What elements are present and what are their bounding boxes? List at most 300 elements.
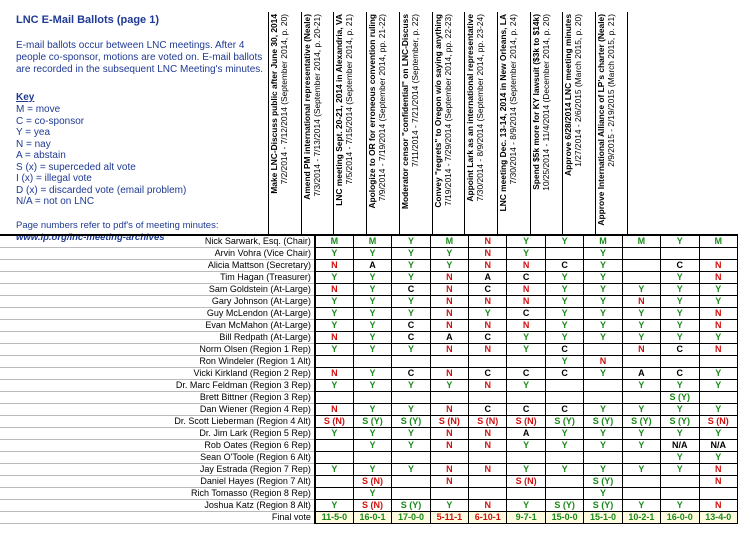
vote-cell: Y — [699, 404, 738, 416]
vote-cell: Y — [545, 320, 583, 332]
vote-cell: N — [469, 428, 507, 440]
vote-cell — [661, 356, 699, 368]
key-item: S (x) = superceded alt vote — [16, 161, 136, 173]
vote-cell: C — [507, 404, 545, 416]
vote-cell: C — [507, 272, 545, 284]
motion-header — [399, 12, 432, 234]
vote-cell: N — [469, 380, 507, 392]
key-item: D (x) = discarded vote (email problem) — [16, 184, 187, 196]
vote-cell: Y — [507, 248, 545, 260]
vote-cell: N — [469, 248, 507, 260]
vote-cell — [507, 392, 545, 404]
vote-cell: N — [315, 368, 353, 380]
vote-cell: Y — [661, 235, 699, 248]
vote-cell: Y — [661, 428, 699, 440]
final-vote-tally: 13-4-0 — [699, 512, 738, 524]
vote-cell: C — [469, 332, 507, 344]
vote-cell: S (N) — [430, 416, 468, 428]
vote-cell — [392, 356, 430, 368]
final-vote-tally: 15-0-0 — [545, 512, 583, 524]
vote-cell: Y — [661, 272, 699, 284]
final-vote-row — [0, 512, 738, 524]
motion-dates: 10/25/2014 - 11/4/2014 (December 2014, p. 20) — [540, 14, 551, 191]
vote-cell: Y — [353, 332, 391, 344]
vote-cell — [622, 392, 660, 404]
vote-cell: N — [469, 320, 507, 332]
vote-cell: Y — [545, 440, 583, 452]
vote-cell — [545, 392, 583, 404]
final-vote-tally: 16-0-1 — [353, 512, 391, 524]
vote-cell: S (N) — [353, 500, 391, 512]
vote-cell — [469, 488, 507, 500]
member-name: Sean O'Toole (Region 6 Alt) — [0, 452, 315, 464]
vote-cell — [661, 476, 699, 488]
key-item: C = co-sponsor — [16, 115, 85, 127]
motion-header — [301, 12, 334, 234]
vote-cell: C — [507, 308, 545, 320]
vote-cell: N — [430, 284, 468, 296]
vote-cell: Y — [353, 344, 391, 356]
vote-cell: Y — [545, 308, 583, 320]
vote-cell: N — [699, 308, 738, 320]
vote-cell — [622, 260, 660, 272]
vote-cell — [661, 488, 699, 500]
table-row — [0, 380, 738, 392]
vote-cell: S (Y) — [545, 500, 583, 512]
vote-cell — [507, 488, 545, 500]
motion-dates: 7/30/2014 - 8/9/2014 (September 2014, p. 24) — [507, 14, 518, 185]
vote-cell: Y — [622, 284, 660, 296]
vote-cell: N — [430, 428, 468, 440]
vote-cell: Y — [584, 308, 622, 320]
vote-cell: Y — [545, 356, 583, 368]
vote-cell: N — [315, 332, 353, 344]
motion-header — [366, 12, 399, 234]
vote-cell: Y — [584, 488, 622, 500]
vote-cell — [315, 392, 353, 404]
vote-cell: S (Y) — [584, 500, 622, 512]
vote-cell: Y — [315, 464, 353, 476]
vote-cell — [507, 452, 545, 464]
vote-cell: N — [699, 260, 738, 272]
vote-cell: S (N) — [507, 416, 545, 428]
vote-cell — [584, 452, 622, 464]
final-vote-tally: 9-7-1 — [507, 512, 545, 524]
vote-cell: Y — [392, 248, 430, 260]
vote-cell: Y — [392, 464, 430, 476]
member-name: Alicia Mattson (Secretary) — [0, 260, 315, 272]
vote-cell: C — [392, 284, 430, 296]
vote-cell: S (Y) — [661, 416, 699, 428]
vote-cell: Y — [392, 440, 430, 452]
final-vote-tally: 16-0-0 — [661, 512, 699, 524]
vote-cell — [622, 476, 660, 488]
vote-cell: Y — [584, 368, 622, 380]
vote-cell: Y — [545, 235, 583, 248]
member-name: Guy McLendon (At-Large) — [0, 308, 315, 320]
vote-cell — [353, 452, 391, 464]
vote-cell: Y — [315, 272, 353, 284]
member-name: Nick Sarwark, Esq. (Chair) — [0, 235, 315, 248]
table-row — [0, 284, 738, 296]
vote-cell: Y — [392, 428, 430, 440]
final-vote-tally: 11-5-0 — [315, 512, 353, 524]
member-name: Rob Oates (Region 6 Rep) — [0, 440, 315, 452]
vote-cell: N — [469, 500, 507, 512]
table-row — [0, 296, 738, 308]
vote-cell: Y — [353, 320, 391, 332]
motion-header — [595, 12, 628, 234]
vote-cell: Y — [622, 440, 660, 452]
vote-cell: N — [507, 284, 545, 296]
vote-cell: Y — [469, 308, 507, 320]
vote-cell — [584, 392, 622, 404]
vote-cell: Y — [622, 500, 660, 512]
vote-cell — [699, 392, 738, 404]
member-name: Tim Hagan (Treasurer) — [0, 272, 315, 284]
member-name: Rich Tomasso (Region 8 Rep) — [0, 488, 315, 500]
vote-cell: Y — [353, 296, 391, 308]
vote-cell: A — [507, 428, 545, 440]
vote-cell: N/A — [661, 440, 699, 452]
vote-cell: C — [545, 344, 583, 356]
vote-cell: A — [353, 260, 391, 272]
vote-cell — [622, 356, 660, 368]
vote-cell: N — [469, 344, 507, 356]
vote-cell: Y — [545, 284, 583, 296]
vote-cell: Y — [315, 248, 353, 260]
vote-cell: C — [661, 344, 699, 356]
vote-cell: Y — [661, 380, 699, 392]
vote-cell — [315, 476, 353, 488]
vote-cell: N — [507, 296, 545, 308]
member-name: Joshua Katz (Region 8 Alt) — [0, 500, 315, 512]
vote-cell: N — [699, 464, 738, 476]
vote-cell — [392, 488, 430, 500]
motion-header — [562, 12, 595, 234]
vote-cell: N — [315, 404, 353, 416]
table-row — [0, 476, 738, 488]
table-row — [0, 235, 738, 248]
vote-cell — [315, 452, 353, 464]
motion-header — [464, 12, 497, 234]
vote-cell: S (Y) — [661, 392, 699, 404]
vote-cell: C — [661, 368, 699, 380]
vote-cell: Y — [353, 428, 391, 440]
vote-cell: S (N) — [469, 416, 507, 428]
vote-cell: Y — [545, 428, 583, 440]
vote-cell: M — [622, 235, 660, 248]
vote-cell: N — [430, 440, 468, 452]
archive-link[interactable]: www.lp.org/lnc-meeting-archives — [16, 232, 165, 243]
vote-cell: Y — [353, 404, 391, 416]
vote-cell: Y — [430, 380, 468, 392]
vote-cell — [699, 356, 738, 368]
vote-cell: N — [584, 356, 622, 368]
member-name: Bill Redpath (At-Large) — [0, 332, 315, 344]
vote-cell: Y — [584, 272, 622, 284]
key-item: N/A = not on LNC — [16, 196, 95, 207]
motion-title: Approve International Alliance of LP's charter (Neale) — [596, 14, 606, 226]
vote-cell: S (Y) — [392, 416, 430, 428]
motion-title: Appoint Lark as an international representative — [465, 14, 476, 202]
table-row — [0, 500, 738, 512]
vote-cell: Y — [622, 380, 660, 392]
vote-cell: C — [469, 404, 507, 416]
vote-cell — [622, 272, 660, 284]
vote-cell — [469, 392, 507, 404]
vote-cell: N/A — [699, 440, 738, 452]
motion-header — [530, 12, 563, 234]
vote-cell: S (N) — [507, 476, 545, 488]
vote-cell: Y — [507, 464, 545, 476]
table-row — [0, 260, 738, 272]
vote-cell: Y — [584, 332, 622, 344]
vote-cell — [392, 392, 430, 404]
vote-cell: Y — [353, 248, 391, 260]
vote-cell: Y — [353, 464, 391, 476]
vote-cell: Y — [392, 272, 430, 284]
page-title: LNC E-Mail Ballots (page 1) — [16, 14, 160, 26]
vote-cell: C — [392, 320, 430, 332]
vote-cell: N — [469, 235, 507, 248]
vote-cell: Y — [392, 404, 430, 416]
vote-cell: N — [507, 260, 545, 272]
vote-cell: Y — [584, 248, 622, 260]
vote-cell: Y — [353, 488, 391, 500]
vote-cell: Y — [507, 380, 545, 392]
vote-cell: Y — [392, 380, 430, 392]
motion-title: Apologize to OR for erroneous convention ruling — [367, 14, 378, 209]
vote-cell — [622, 452, 660, 464]
motion-dates: 7/2/2014 - 7/12/2014 (September 2014, p. 20) — [279, 14, 289, 185]
vote-cell: N — [469, 440, 507, 452]
member-name: Daniel Hayes (Region 7 Alt) — [0, 476, 315, 488]
vote-cell: Y — [353, 368, 391, 380]
motion-dates: 7/9/2014 - 7/19/2014 (September 2014, pp. 21-22) — [377, 14, 388, 202]
vote-cell: Y — [584, 320, 622, 332]
table-row — [0, 248, 738, 260]
vote-cell — [315, 488, 353, 500]
vote-cell: M — [353, 235, 391, 248]
vote-cell: Y — [507, 235, 545, 248]
vote-cell: Y — [661, 308, 699, 320]
vote-cell: Y — [507, 344, 545, 356]
note-text: Page numbers refer to pdf's of meeting minutes: — [16, 220, 219, 231]
vote-cell: M — [430, 235, 468, 248]
vote-cell: M — [584, 235, 622, 248]
vote-cell: Y — [584, 440, 622, 452]
vote-cell — [622, 488, 660, 500]
vote-cell: S (Y) — [392, 500, 430, 512]
final-vote-tally: 6-10-1 — [469, 512, 507, 524]
vote-cell: Y — [392, 260, 430, 272]
table-row — [0, 488, 738, 500]
vote-cell: N — [430, 368, 468, 380]
vote-cell — [430, 488, 468, 500]
final-vote-tally: 5-11-1 — [430, 512, 468, 524]
table-row — [0, 272, 738, 284]
vote-cell: N — [699, 500, 738, 512]
vote-cell: Y — [584, 296, 622, 308]
final-vote-tally: 15-1-0 — [584, 512, 622, 524]
vote-cell: N — [430, 464, 468, 476]
vote-cell — [392, 452, 430, 464]
vote-cell: C — [469, 368, 507, 380]
member-name: Jay Estrada (Region 7 Rep) — [0, 464, 315, 476]
vote-cell: Y — [315, 500, 353, 512]
vote-cell — [353, 356, 391, 368]
member-name: Dan Wiener (Region 4 Rep) — [0, 404, 315, 416]
vote-cell: N — [699, 476, 738, 488]
vote-cell: Y — [507, 440, 545, 452]
vote-cell: S (N) — [699, 416, 738, 428]
vote-cell — [699, 488, 738, 500]
vote-cell: Y — [392, 308, 430, 320]
vote-cell — [545, 248, 583, 260]
vote-cell: N — [430, 404, 468, 416]
motion-dates: 2/9/2015 - 2/19/2015 (March 2015, p. 21) — [606, 14, 616, 167]
vote-cell — [699, 248, 738, 260]
vote-cell: Y — [699, 284, 738, 296]
vote-cell: C — [545, 404, 583, 416]
vote-cell — [469, 476, 507, 488]
vote-cell: Y — [661, 404, 699, 416]
vote-cell: Y — [392, 235, 430, 248]
vote-cell: Y — [315, 296, 353, 308]
motion-title: LNC meeting Dec. 13-14, 2014 in New Orleans, LA — [497, 14, 508, 212]
final-vote-tally: 10-2-1 — [622, 512, 660, 524]
motion-title: Convey "regrets" to Oregon w/o saying anything — [432, 14, 443, 208]
vote-cell: Y — [545, 296, 583, 308]
motion-title: Moderator censor "confidential" on LNC-Discuss — [399, 14, 410, 210]
member-name: Vicki Kirkland (Region 2 Rep) — [0, 368, 315, 380]
vote-cell: Y — [545, 332, 583, 344]
member-name: Sam Goldstein (At-Large) — [0, 284, 315, 296]
vote-cell: N — [430, 272, 468, 284]
vote-cell: Y — [584, 464, 622, 476]
member-name: Gary Johnson (At-Large) — [0, 296, 315, 308]
vote-cell: N — [315, 260, 353, 272]
motion-header — [268, 12, 301, 234]
motion-dates: 7/5/2014 - 7/15/2014 (September 2014, p. 21) — [344, 14, 355, 185]
vote-cell: Y — [430, 500, 468, 512]
vote-cell — [545, 452, 583, 464]
vote-cell: N — [507, 320, 545, 332]
vote-cell: S (Y) — [584, 476, 622, 488]
vote-cell: Y — [315, 308, 353, 320]
table-row — [0, 428, 738, 440]
table-row — [0, 464, 738, 476]
vote-cell: S (Y) — [545, 416, 583, 428]
vote-cell: C — [392, 332, 430, 344]
vote-cell: Y — [661, 500, 699, 512]
vote-cell: Y — [699, 332, 738, 344]
vote-cell: Y — [315, 344, 353, 356]
table-row — [0, 452, 738, 464]
vote-cell: S (Y) — [353, 416, 391, 428]
vote-cell: Y — [584, 428, 622, 440]
vote-cell: A — [430, 332, 468, 344]
vote-cell: C — [507, 368, 545, 380]
vote-cell: N — [699, 320, 738, 332]
vote-cell: N — [430, 296, 468, 308]
vote-cell: S (Y) — [584, 416, 622, 428]
vote-cell — [469, 452, 507, 464]
vote-cell: Y — [315, 380, 353, 392]
vote-cell: M — [315, 235, 353, 248]
vote-cell: Y — [699, 380, 738, 392]
key-item: I (x) = illegal vote — [16, 173, 92, 184]
table-row — [0, 416, 738, 428]
vote-cell — [661, 248, 699, 260]
vote-cell: C — [469, 284, 507, 296]
member-name: Norm Olsen (Region 1 Rep) — [0, 344, 315, 356]
vote-cell: Y — [545, 272, 583, 284]
motion-header — [432, 12, 465, 234]
vote-cell — [315, 440, 353, 452]
vote-cell — [430, 452, 468, 464]
key-item: Y = yea — [16, 127, 51, 138]
vote-cell: Y — [353, 284, 391, 296]
vote-cell: N — [469, 296, 507, 308]
vote-cell: Y — [315, 428, 353, 440]
vote-cell: Y — [622, 464, 660, 476]
vote-cell — [353, 392, 391, 404]
table-row — [0, 356, 738, 368]
vote-cell: Y — [622, 308, 660, 320]
vote-cell: Y — [353, 380, 391, 392]
vote-cell: Y — [661, 452, 699, 464]
vote-cell: Y — [584, 260, 622, 272]
vote-cell: Y — [622, 404, 660, 416]
vote-cell: Y — [353, 440, 391, 452]
vote-cell: Y — [353, 308, 391, 320]
key-item: N = nay — [16, 138, 51, 150]
key-list — [16, 104, 266, 208]
intro-text: E-mail ballots occur between LNC meetings. After 4 people co-sponsor, motions are voted on. E-mail ballots are recorded in the subsequent LNC Meeting's minutes. — [16, 40, 264, 75]
vote-cell: Y — [699, 428, 738, 440]
vote-cell: C — [661, 260, 699, 272]
member-name: Dr. Scott Lieberman (Region 4 Alt) — [0, 416, 315, 428]
vote-cell: Y — [392, 296, 430, 308]
vote-cell: Y — [622, 428, 660, 440]
key-heading: Key — [16, 92, 35, 103]
motion-dates: 7/11/2014 - 7/21/2014 (September, p. 22) — [409, 14, 420, 168]
vote-cell: N — [430, 476, 468, 488]
vote-cell — [545, 488, 583, 500]
vote-cell: Y — [584, 404, 622, 416]
vote-cell — [469, 356, 507, 368]
table-row — [0, 344, 738, 356]
vote-cell: Y — [507, 332, 545, 344]
motion-title: Make LNC-Discuss public after June 30, 2014 — [269, 14, 279, 194]
vote-cell: Y — [699, 452, 738, 464]
vote-cell: Y — [315, 320, 353, 332]
key-item: M = move — [16, 104, 61, 115]
ballot-table — [0, 234, 738, 524]
vote-cell: Y — [661, 332, 699, 344]
vote-cell: Y — [661, 296, 699, 308]
key-item: A = abstain — [16, 150, 66, 161]
vote-cell: C — [545, 260, 583, 272]
member-name: Dr. Jim Lark (Region 5 Rep) — [0, 428, 315, 440]
vote-cell — [584, 344, 622, 356]
vote-cell: Y — [622, 332, 660, 344]
vote-cell: Y — [584, 284, 622, 296]
vote-cell: Y — [699, 296, 738, 308]
vote-cell: Y — [661, 320, 699, 332]
